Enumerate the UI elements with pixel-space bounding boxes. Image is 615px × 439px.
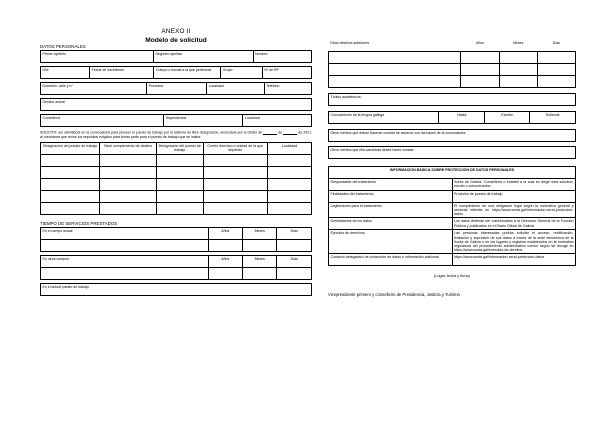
table-cell[interactable] xyxy=(203,154,267,166)
privacy-label-responsable: Responsable del tratamiento xyxy=(329,179,453,191)
left-column xyxy=(40,44,312,296)
field-cuerpo-escala[interactable]: Cuerpo o escala a la que pertenece xyxy=(154,67,221,79)
table-cell[interactable] xyxy=(499,64,537,76)
personal-data-table-row1 xyxy=(40,50,312,63)
tiempo-servicios-label: TIEMPO DE SERVICIOS PRESTADOS xyxy=(40,220,118,226)
privacy-label-destinatarios: Destinatarios de los datos xyxy=(329,218,453,230)
table-cell[interactable] xyxy=(329,76,461,88)
table-cell[interactable] xyxy=(537,64,575,76)
blank-mes[interactable] xyxy=(283,130,297,135)
titulos-academicos-table xyxy=(328,93,576,106)
table-cell[interactable] xyxy=(203,166,267,178)
personal-data-table-row2 xyxy=(40,66,312,79)
table-cell[interactable] xyxy=(203,178,267,190)
table-cell[interactable] xyxy=(203,190,267,202)
destino-actual-table xyxy=(40,98,312,111)
table-cell[interactable] xyxy=(461,64,499,76)
col-localidad: Localidad xyxy=(267,142,311,154)
table-cell[interactable] xyxy=(461,52,499,64)
puesto-trabajo-table xyxy=(40,142,312,215)
table-cell[interactable] xyxy=(329,52,461,64)
table-cell[interactable] xyxy=(156,190,203,202)
privacy-value-finalidades: Provisión de puesto de trabajo xyxy=(452,191,576,203)
personal-data-table-row3 xyxy=(40,82,312,95)
table-cell[interactable] xyxy=(537,52,575,64)
col-entiende[interactable]: Entiende xyxy=(530,112,576,124)
table-cell[interactable] xyxy=(100,202,157,214)
footer-addressee: Vicepresidente primero y conselleiro de Presidencia, Justicia y Turismo xyxy=(328,292,460,297)
table-cell[interactable] xyxy=(156,202,203,214)
lengua-gallega-table xyxy=(328,111,576,124)
col-anos-2: Años xyxy=(208,255,242,267)
col-anos: Años xyxy=(476,41,484,45)
right-column xyxy=(328,40,576,297)
table-cell[interactable] xyxy=(156,178,203,190)
table-cell[interactable] xyxy=(100,154,157,166)
otros-meritos-candidata-table xyxy=(328,146,576,159)
col-dias-2: Días xyxy=(277,255,312,267)
privacy-label-contacto: Contacto delegada/o de protección de datos e información adicional xyxy=(329,254,453,266)
col-anos-1: Años xyxy=(208,227,242,239)
field-titulos-academicos[interactable]: Títulos académicos: xyxy=(329,94,576,106)
privacy-value-contacto: https://www.xunta.gal/informacion-xeral-proteccion-datos xyxy=(452,254,576,266)
field-dni[interactable]: DNI xyxy=(41,67,90,79)
table-cell[interactable] xyxy=(243,239,277,251)
table-cell[interactable] xyxy=(208,267,242,279)
field-segundo-apellido[interactable]: Segundo apellido xyxy=(153,51,253,63)
table-cell[interactable] xyxy=(499,76,537,88)
personal-data-label: DATOS PERSONALES xyxy=(40,44,86,49)
table-cell[interactable] xyxy=(100,178,157,190)
privacy-info-table xyxy=(328,166,576,266)
table-cell[interactable] xyxy=(41,202,100,214)
table-cell[interactable] xyxy=(100,166,157,178)
blank-dia[interactable] xyxy=(263,130,277,135)
table-cell[interactable] xyxy=(243,267,277,279)
table-cell[interactable] xyxy=(41,166,100,178)
field-dependencia[interactable]: Dependencia xyxy=(164,115,243,127)
table-cell[interactable] xyxy=(267,166,311,178)
lengua-label: Conocimiento de la lengua gallega xyxy=(329,112,439,124)
privacy-label-ejercicio: Ejercicio de derechos xyxy=(329,230,453,254)
col-habla[interactable]: Habla xyxy=(439,112,485,124)
field-primer-apellido[interactable]: Primer apellido xyxy=(41,51,154,63)
otros-destinos-table xyxy=(328,40,576,88)
table-cell[interactable] xyxy=(41,178,100,190)
field-provincia[interactable]: Provincia xyxy=(147,83,207,95)
table-cell[interactable] xyxy=(461,76,499,88)
col-meses: Meses xyxy=(513,41,524,45)
col-centro-directivo: Centro directivo o unidad de la que depende xyxy=(203,142,267,154)
table-cell[interactable] xyxy=(267,178,311,190)
col-dias: Días xyxy=(552,41,560,45)
field-localidad-destino[interactable]: Localidad xyxy=(243,115,312,127)
col-meses-1: Meses xyxy=(243,227,277,239)
table-cell[interactable] xyxy=(537,76,575,88)
privacy-value-legitimacion: El cumplimiento de una obligación legal según la normativa general y sectorial referida en https://www.xunta.gal/informacion-xeral-proteccion-datos xyxy=(454,204,574,217)
table-cell[interactable] xyxy=(100,190,157,202)
signature-line: (Lugar, fecha y firma) xyxy=(434,274,470,278)
table-cell[interactable] xyxy=(156,154,203,166)
table-cell[interactable] xyxy=(267,202,311,214)
col-escribe[interactable]: Escribe xyxy=(484,112,530,124)
field-localidad[interactable]: Localidad xyxy=(207,83,265,95)
field-cuerpo-actual[interactable]: En el cuerpo actual xyxy=(41,227,209,239)
privacy-header: INFORMACIÓN BÁSICA SOBRE PROTECCIÓN DE DATOS PERSONALES xyxy=(329,167,576,179)
col-dias-1: Días xyxy=(277,227,312,239)
field-otros-meritos-candidata[interactable]: Otros méritos que ella candidata desee hacer constar: xyxy=(329,147,576,159)
table-cell[interactable] xyxy=(277,267,312,279)
table-cell[interactable] xyxy=(203,202,267,214)
col-nivel-complemento: Nivel complemento de destino xyxy=(100,142,157,154)
table-cell[interactable] xyxy=(499,52,537,64)
privacy-value-responsable: Xunta de Galicia. Consellería o entidad a la cual se dirige esta solicitud, escrito o comunicación xyxy=(452,179,576,191)
destino-detail-table xyxy=(40,114,312,127)
page-title: Modelo de solicitud xyxy=(145,37,207,44)
tiempo-puesto-actual-table xyxy=(40,283,312,296)
otros-destinos-label: Otros destinos anteriores xyxy=(330,41,370,45)
field-otros-meritos-bases[interactable]: Otros méritos que deban hacerse constar de acuerdo con las bases de la convocatoria: xyxy=(329,130,576,142)
table-cell[interactable] xyxy=(329,64,461,76)
field-conselleria[interactable]: Consellería xyxy=(41,115,164,127)
table-cell[interactable] xyxy=(41,190,100,202)
field-destino-actual[interactable]: Destino actual xyxy=(41,99,312,111)
table-cell[interactable] xyxy=(267,190,311,202)
title-block xyxy=(40,28,312,44)
privacy-value-destinatarios: Los datos deberán ser comunicados a la Dirección General de la Función Pública y publicados en el Diario Oficial de Galicia xyxy=(452,218,576,230)
table-cell[interactable] xyxy=(41,154,100,166)
privacy-label-legitimacion: Legitimación para el tratamiento xyxy=(329,203,453,218)
field-actual-puesto[interactable]: En el actual puesto de trabajo xyxy=(41,283,312,295)
table-cell[interactable] xyxy=(41,267,209,279)
col-meses-2: Meses xyxy=(243,255,277,267)
field-nombre[interactable]: Nombre xyxy=(253,51,311,63)
solicita-paragraph: SOLICITO: ser admitido/a en la convocatoria para proveer el puesto de trabajo por el sistema de libre designación, anunciada por la Orden de de de 2021, al considerar que reúne los requisitos exigidos para tomar parte para el puesto de trabajo que se indica: xyxy=(40,130,313,139)
table-cell[interactable] xyxy=(208,239,242,251)
field-domicilio[interactable]: Domicilio, calle y nº xyxy=(41,83,147,95)
col-designacion-puesto-2: Designación del puesto de trabajo xyxy=(156,142,203,154)
table-cell[interactable] xyxy=(41,239,209,251)
otros-meritos-bases-table xyxy=(328,129,576,142)
table-cell[interactable] xyxy=(156,166,203,178)
field-grupo[interactable]: Grupo xyxy=(221,67,263,79)
tiempo-otros-cuerpos-table xyxy=(40,255,312,280)
table-cell[interactable] xyxy=(267,154,311,166)
field-telefono[interactable]: Teléfono xyxy=(264,83,311,95)
table-cell[interactable] xyxy=(277,239,312,251)
tiempo-cuerpo-actual-table xyxy=(40,227,312,252)
col-designacion-puesto: Designación del puesto de trabajo xyxy=(41,142,100,154)
anexo-label: ANEXO II xyxy=(161,28,191,35)
privacy-value-ejercicio: Las personas interesadas podrán solicitar el acceso, rectificación, limitación y supresión de sus datos a través de la sede electrónica de la Xunta de Galicia o en los lugares y registros establecidos en la normativa reguladora del procedimiento administrativo común según se recoge en https://www.xunta.gal/exercicio-de-dereitos xyxy=(454,231,574,252)
field-otros-cuerpos[interactable]: En otros cuerpos xyxy=(41,255,209,267)
field-nrp[interactable]: Nº de RP xyxy=(262,67,311,79)
field-fecha-nacimiento[interactable]: Fecha de nacimiento xyxy=(90,67,154,79)
privacy-label-finalidades: Finalidades del tratamiento xyxy=(329,191,453,203)
